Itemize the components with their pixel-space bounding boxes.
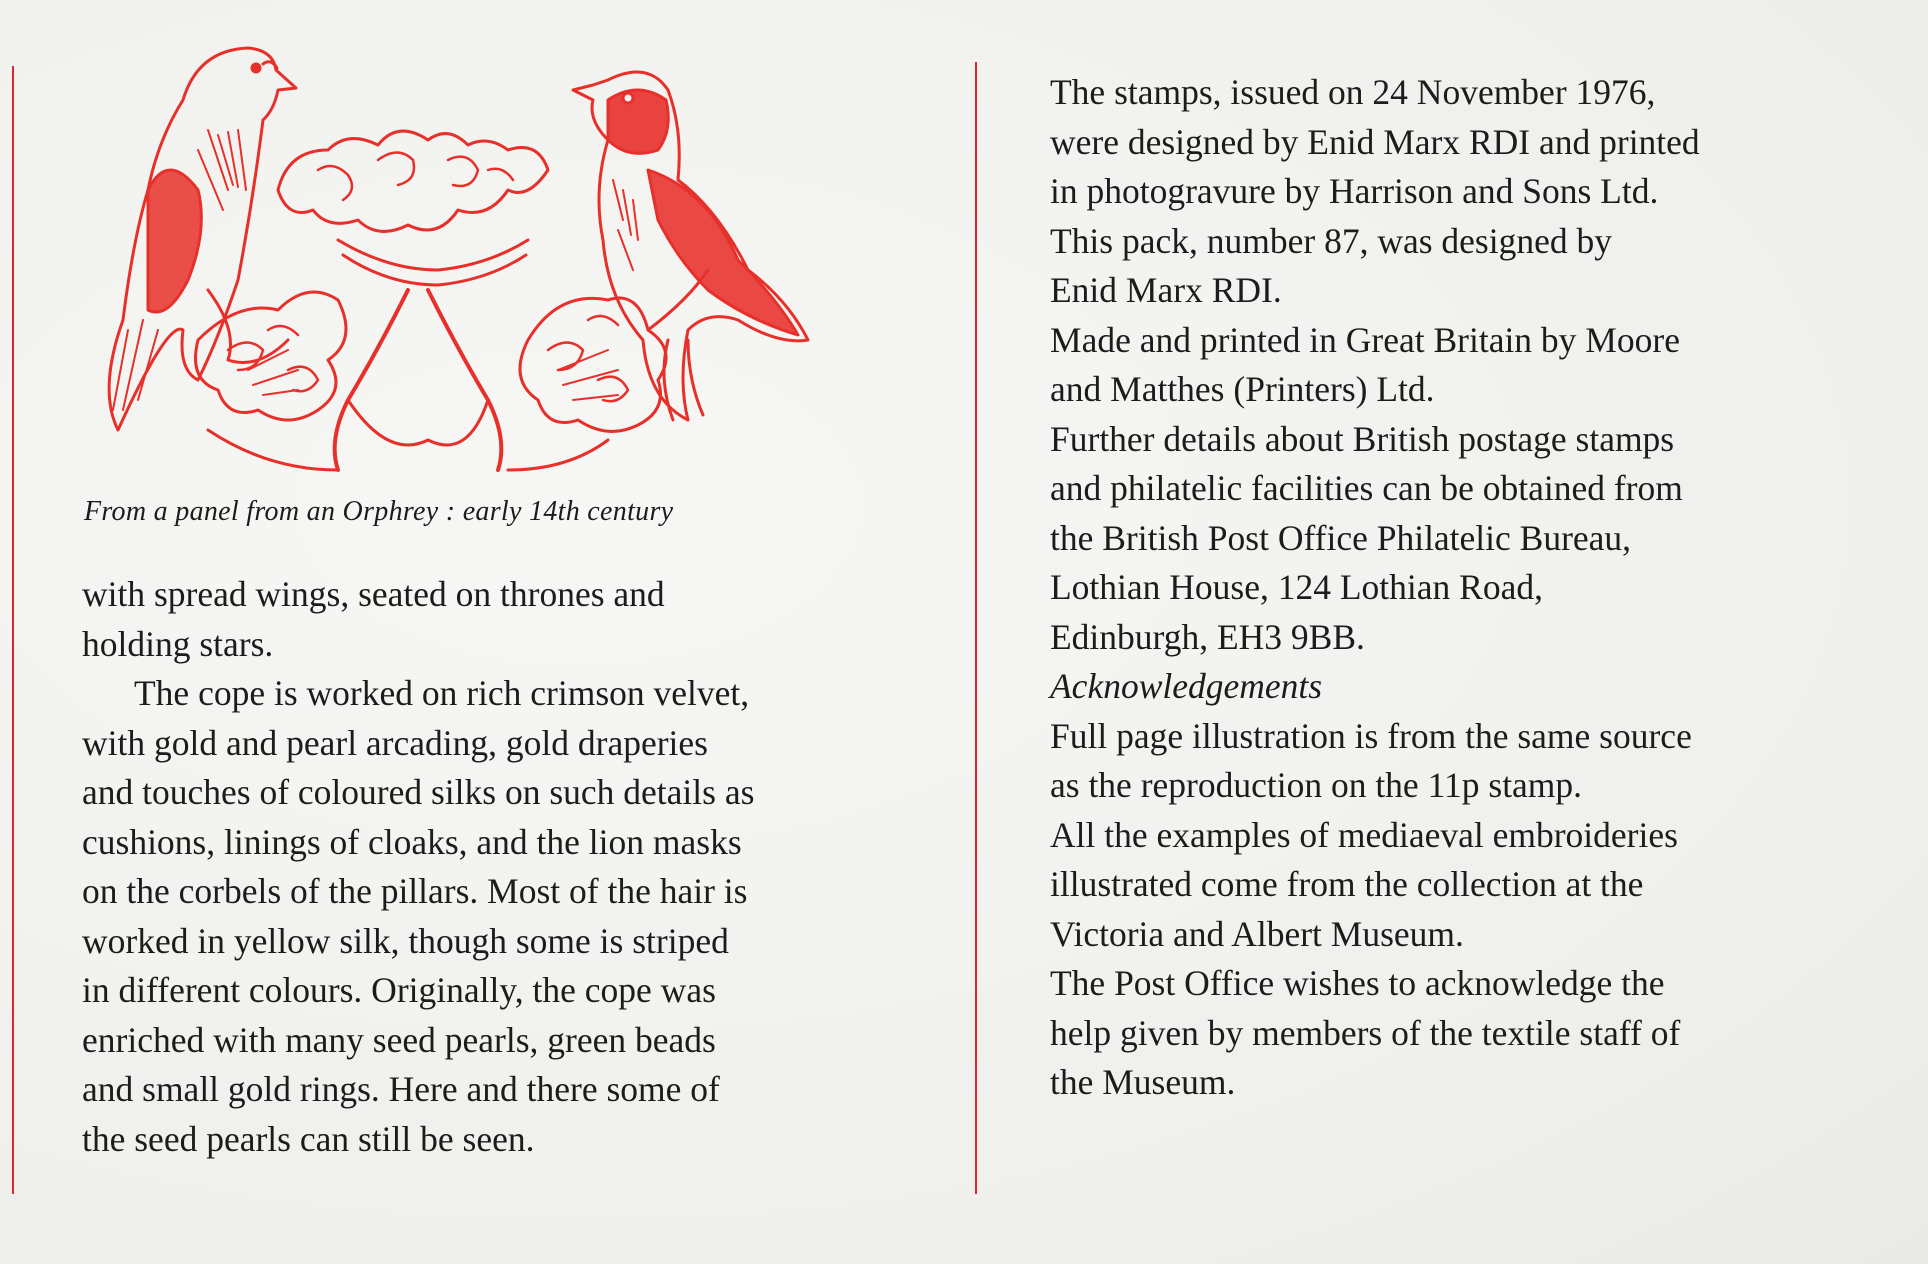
details-line: the British Post Office Philatelic Bureau,	[1050, 517, 1632, 558]
body-line: holding stars.	[82, 623, 274, 664]
body-line: on the corbels of the pillars. Most of the hair is	[82, 871, 748, 911]
ack-line: illustrated come from the collection at the	[1050, 864, 1644, 904]
ack-line: Victoria and Albert Museum.	[1050, 913, 1464, 954]
body-line: with spread wings, seated on thrones and	[82, 574, 665, 614]
issue-line: The stamps, issued on 24 November 1976,	[1050, 72, 1656, 112]
left-margin-rule	[12, 66, 14, 1194]
embroidered-foliage-icon	[196, 131, 709, 470]
ack-line: All the examples of mediaeval embroideries	[1050, 814, 1678, 855]
details-line: Lothian House, 124 Lothian Road,	[1050, 567, 1543, 607]
details-line: Edinburgh, EH3 9BB.	[1050, 616, 1365, 657]
center-divider-rule	[975, 62, 977, 1194]
ack-line: The Post Office wishes to acknowledge the	[1050, 963, 1665, 1003]
acknowledgements-heading: Acknowledgements	[1050, 666, 1323, 706]
body-line: in different colours. Originally, the cope was	[82, 970, 716, 1010]
right-text-column	[1050, 68, 1700, 1108]
body-line: and touches of coloured silks on such details as	[82, 772, 755, 812]
ack-line: as the reproduction on the 11p stamp.	[1050, 765, 1583, 805]
illustration-caption: From a panel from an Orphrey : early 14th century	[84, 496, 674, 527]
issue-line: were designed by Enid Marx RDI and printed	[1050, 121, 1700, 162]
body-line: worked in yellow silk, though some is striped	[82, 920, 729, 961]
body-line: with gold and pearl arcading, gold draperies	[82, 722, 708, 763]
pack-line: This pack, number 87, was designed by	[1050, 220, 1612, 261]
details-line: Further details about British postage stamps	[1050, 418, 1675, 459]
ack-line: Full page illustration is from the same source	[1050, 715, 1692, 756]
embroidery-birds-illustration	[88, 40, 888, 485]
right-bird-icon	[573, 72, 808, 420]
left-bird-icon	[109, 48, 296, 430]
body-line: enriched with many seed pearls, green beads	[82, 1019, 716, 1060]
printer-line: Made and printed in Great Britain by Moore	[1050, 319, 1680, 360]
body-line: and small gold rings. Here and there some of	[82, 1069, 720, 1109]
body-line: The cope is worked on rich crimson velvet,	[134, 673, 750, 713]
issue-line: in photogravure by Harrison and Sons Ltd.	[1050, 171, 1659, 211]
ack-line: the Museum.	[1050, 1062, 1236, 1102]
details-line: and philatelic facilities can be obtained from	[1050, 468, 1683, 508]
left-text-column	[82, 570, 754, 1164]
body-line: cushions, linings of cloaks, and the lion masks	[82, 821, 742, 862]
body-line: the seed pearls can still be seen.	[82, 1118, 535, 1159]
ack-line: help given by members of the textile staff of	[1050, 1012, 1681, 1053]
pack-line: Enid Marx RDI.	[1050, 270, 1282, 310]
printer-line: and Matthes (Printers) Ltd.	[1050, 369, 1435, 409]
